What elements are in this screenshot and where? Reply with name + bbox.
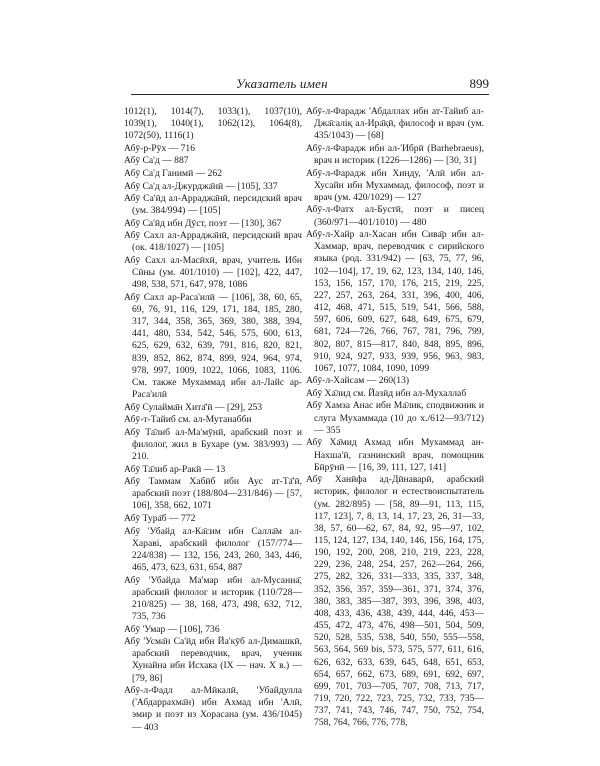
index-entry: Абӯ Та̄либ ар-Ракӣ — 13 bbox=[124, 463, 226, 475]
index-entry: Абӯ-л-Фатх ал-Бустӣ, поэт и писец (360/971—401/1010) — 480 bbox=[306, 204, 484, 228]
index-entry: Абӯ 'Усма̄н Са'ӣд ибн Йа'кӯб ал-Димашкӣ, арабский переводчик, врач, ученик Хунайна ибн Исхака (IX — нач. X в.) — [79, 86] bbox=[124, 636, 302, 684]
index-entry: Абӯ Та̄либ ал-Ма'мӯнӣ, арабский поэт и филолог, жил в Бухаре (ум. 383/993) — 210. bbox=[124, 426, 302, 463]
index-entry: Абӯ Сахл ар-Раса'илӣ — [106], 38, 60, 65, 69, 76, 91, 116, 129, 171, 184, 185, 280, 317, 344, 358, 365, 369, 380, 388, 394, 441, 480, 534, 542, 546, 575, 600, 613, 625, 629, 632, 639, 791, 816, 820, 821, 839, 852, 862, 874, 899, 924, 964, 974, 978, 997, 1009, 1022, 1066, 1083, 1106. См. также Мухаммад ибн ал-Лайс ар-Раса'илӣ bbox=[124, 291, 302, 401]
page-number: 899 bbox=[469, 76, 489, 91]
index-entry: Абӯ Хамза Анас ибн Ма̄лик, сподвижник и слуга Мухаммада (10 до х./612—93/712) — 355 bbox=[306, 400, 484, 436]
index-entry: Абӯ Таммам Хабӣб ибн Аус ат-Та̄'ӣ, арабский поэт (188/804—231/846) — [57, 106], 358, 662, 1071 bbox=[124, 476, 302, 512]
index-entry: Абӯ-л-Хайр ал-Хасан ибн Сива̄р ибн ал-Хаммар, врач, переводчик с сирийского языка (род. 331/942) — [63, 75, 77, 96, 102—104], 17, 19, 62, 123, 134, 140, 146, 153, 156, 157, 170, 176, 215, 219, 225, 227, 257, 263, 264, 331, 396, 400, 406, 412, 468, 471, 515, 519, 541, 566, 588, 597, 606, 609, 627, 648, 649, 675, 679, 681, 724—726, 766, 767, 781, 796, 799, 802, 807, 815—817, 840, 848, 895, 896, 910, 924, 927, 933, 939, 956, 963, 983, 1067, 1077, 1084, 1090, 1099 bbox=[306, 229, 484, 374]
index-entry: Абӯ 'Умар — [106], 736 bbox=[124, 623, 220, 635]
index-entry: Абӯ-р-Рӯх — 716 bbox=[124, 142, 196, 154]
index-entry: 1012(1), 1014(7), 1033(1), 1037(10), 1039(1), 1040(1), 1062(12), 1064(8), 1072(50), 1116(1) bbox=[124, 106, 302, 142]
index-entry: Абӯ Ханӣфа ад-Дӣнаварӣ, арабский историк, филолог и естествоиспытатель (ум. 282/895) — [58, 89—91, 113, 115, 117, 123], 7, 8, 13, 14, 17, 23, 26, 31—33, 38, 57, 60—62, 67, 84, 92, 95—97, 102, 115, 124, 127, 134, 140, 146, 156, 164, 175, 190, 192, 200, 208, 210, 219, 223, 228, 229, 236, 248, 254, 257, 262—264, 266, 275, 282, 326, 331—333, 335, 337, 348, 352, 356, 357, 359—361, 371, 374, 376, 380, 383, 385—387, 393, 396, 398, 403, 408, 433, 436, 438, 439, 444, 446, 453—455, 472, 473, 476, 498—501, 504, 509, 520, 528, 535, 538, 540, 550, 555—558, 563, 564, 569 bis, 573, 575, 577, 611, 616, 626, 632, 633, 639, 645, 648, 651, 653, 654, 657, 662, 673, 689, 691, 692, 697, 699, 701, 703—705, 707, 708, 713, 717, 719, 720, 722, 723, 725, 732, 733, 735—737, 741, 743, 746, 747, 750, 752, 754, 758, 764, 766, 776, 778, bbox=[306, 474, 484, 729]
index-entry: Абӯ Ха̄мид Ахмад ибн Мухаммад ан-Нахша'ӣ, газнинский врач, помощник Бӣрӯнӣ — [16, 39, 111, 127, 141] bbox=[306, 437, 484, 473]
index-entry: Абӯ Сулайма̄н Хита̄'ӣ — [29], 253 bbox=[124, 401, 263, 413]
index-entry: Абӯ Са'ӣд ибн Дӯст, поэт — [130], 367 bbox=[124, 217, 282, 229]
right-index-column bbox=[306, 106, 484, 730]
index-entry: Абӯ Тура̄б — 772 bbox=[124, 513, 196, 525]
index-entry: Абӯ 'Убайда Ма'мар ибн ал-Мусанна̄, арабский филолог и историк (110/728—210/825) — 38, 168, 473, 498, 632, 712, 735, 736 bbox=[124, 574, 302, 623]
page-header bbox=[131, 76, 489, 95]
index-entry: Абӯ Ха̄лид см. Йазӣд ибн ал-Мухаллаб bbox=[306, 387, 467, 399]
index-entry: Абӯ Са'д Ганимӣ — 262 bbox=[124, 167, 223, 179]
index-entry: Абӯ-т-Тайиб см. ал-Мутанабби bbox=[124, 414, 252, 426]
index-entry: Абӯ-л-Хайсам — 260(13) bbox=[306, 375, 410, 387]
index-entry: Абӯ Са'д — 887 bbox=[124, 155, 189, 167]
index-entry: Абӯ-л-Фарадж ибн ал-'Ибрӣ (Barhebraeus), врач и историк (1226—1286) — [30, 31] bbox=[306, 142, 484, 167]
index-entry: Абӯ-л-Фарадж ибн Хинду, 'Алӣ ибн ал-Хусайн ибн Мухаммад, философ, поэт и врач (ум. 420/1029) — 127 bbox=[306, 167, 484, 203]
index-entry: Абӯ Са'д ал-Джурджа̄нӣ — [105], 337 bbox=[124, 180, 278, 192]
index-entry: Абӯ-л-Фарадж 'Абдаллах ибн ат-Тайиб ал-Джа̄саліқ ал-Ира̄қӣ, философ и врач (ум. 435/1043) — [68] bbox=[306, 106, 484, 142]
index-entry: Абӯ Сахл ал-Масӣхӣ, врач, учитель Ибн Сӣны (ум. 401/1010) — [102], 422, 447, 498, 538, 571, 647, 978, 1086 bbox=[124, 255, 302, 291]
running-title: Указатель имен bbox=[236, 76, 328, 91]
index-entry: Абӯ Сахл ал-Арраджа̄нӣ, персидский врач (ок. 418/1027) — [105] bbox=[124, 230, 302, 254]
index-entry: Абӯ Са'ӣд ал-Арраджа̄нӣ, персидский врач (ум. 384/994) — [105] bbox=[124, 193, 302, 217]
left-index-column bbox=[124, 106, 302, 734]
index-entry: Абӯ-л-Фадл ал-Мӣкалӣ, 'Убайдулла ('Абдаррахма̄н) ибн Ахмад ибн 'Алӣ, эмир и поэт из Хорасана (ум. 436/1045) — 403 bbox=[124, 685, 302, 733]
index-entry: Абӯ 'Убайд ал-Ка̄сим ибн Салла̄м ал-Хараві, арабский филолог (157/774—224/838) — 132, 156, 243, 260, 343, 446, 465, 473, 623, 631, 654, 887 bbox=[124, 525, 302, 574]
